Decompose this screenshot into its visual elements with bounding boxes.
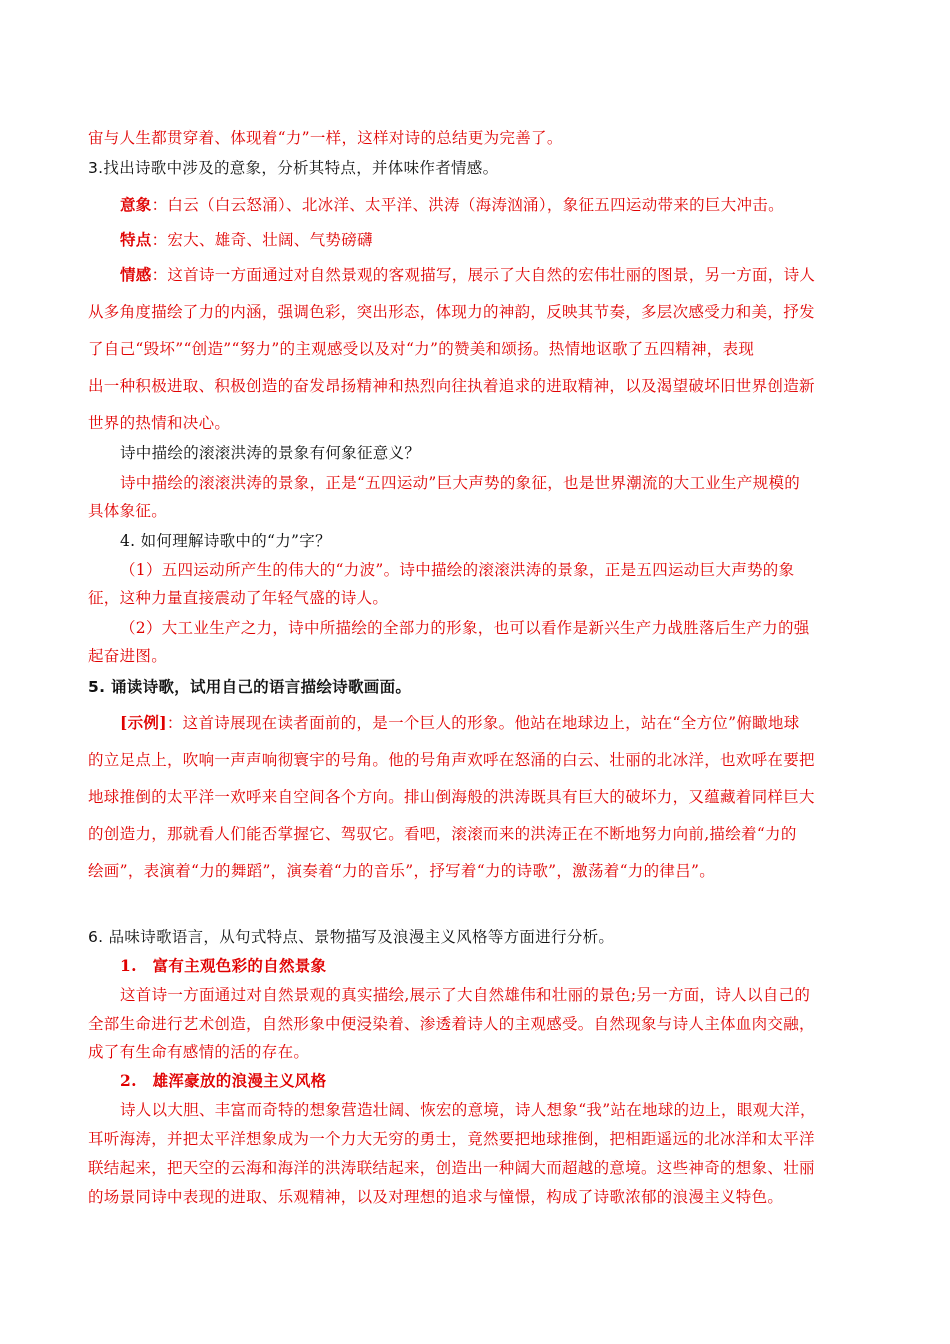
shili-line [120, 711, 800, 733]
tedian-label: 特点 [120, 230, 152, 249]
paragraph-line: 出一种积极进取、积极创造的奋发昂扬精神和热烈向往执着追求的进取精神，以及渴望破坏旧世界创造新 [88, 377, 815, 395]
paragraph-line: 地球推倒的太平洋一欢呼来自空间各个方向。排山倒海般的洪涛既具有巨大的破坏力，又蕴藏着同样巨大 [88, 788, 815, 806]
paragraph-line: 宙与人生都贯穿着、体现着“力”一样，这样对诗的总结更为完善了。 [88, 129, 563, 147]
paragraph-line: 从多角度描绘了力的内涵，强调色彩，突出形态，体现力的神韵，反映其节奏，多层次感受力和美，抒发 [88, 303, 815, 321]
yixiang-text: ：白云（白云怒涌）、北冰洋、太平洋、洪涛（海涛汹涌），象征五四运动带来的巨大冲击。 [151, 196, 784, 214]
subheading-1: 1. 富有主观色彩的自然景象 [120, 956, 327, 975]
question-6: 6. 品味诗歌语言，从句式特点、景物描写及浪漫主义风格等方面进行分析。 [88, 928, 615, 946]
paragraph-line: 征，这种力量直接震动了年轻气盛的诗人。 [88, 589, 389, 607]
qinggan-text: ：这首诗一方面通过对自然景观的客观描写，展示了大自然的宏伟壮丽的图景，另一方面，诗人 [151, 266, 816, 284]
paragraph-line: 了自己“毁坏”“创造”“努力”的主观感受以及对“力”的赞美和颂扬。热情地讴歌了五四精神，表现 [88, 340, 755, 358]
qinggan-line [120, 263, 815, 285]
tedian-text: ：宏大、雄奇、壮阔、气势磅礴 [151, 231, 373, 249]
tedian-line [120, 228, 373, 250]
paragraph-line: 全部生命进行艺术创造，自然形象中便浸染着、渗透着诗人的主观感受。自然现象与诗人主体血肉交融， [88, 1015, 815, 1033]
shili-text: ：这首诗展现在读者面前的，是一个巨人的形象。他站在地球边上，站在“全方位”俯瞰地球 [166, 714, 800, 732]
paragraph-line: 成了有生命有感情的活的存在。 [88, 1043, 310, 1061]
question-3: 3.找出诗歌中涉及的意象，分析其特点，并体味作者情感。 [88, 159, 499, 177]
yixiang-label: 意象 [120, 195, 152, 214]
paragraph-line: 世界的热情和决心。 [88, 414, 231, 432]
paragraph-line: 诗中描绘的滚滚洪涛的景象，正是“五四运动”巨大声势的象征，也是世界潮流的大工业生产规模的 [120, 474, 801, 492]
paragraph-line: （2）大工业生产之力，诗中所描绘的全部力的形象，也可以看作是新兴生产力战胜落后生产力的强 [120, 619, 810, 637]
paragraph-line: 绘画”，表演着“力的舞蹈”，演奏着“力的音乐”，抒写着“力的诗歌”，激荡着“力的律吕”。 [88, 862, 716, 880]
paragraph-line: 耳听海涛，并把太平洋想象成为一个力大无穷的勇士，竟然要把地球推倒，把相距遥远的北冰洋和太平洋 [88, 1130, 815, 1148]
paragraph-line: 起奋进图。 [88, 647, 168, 665]
qinggan-label: 情感 [120, 265, 152, 284]
yixiang-line [120, 193, 784, 215]
shili-label: [示例] [120, 713, 167, 732]
paragraph-line: 具体象征。 [88, 502, 168, 520]
paragraph-line: 诗人以大胆、丰富而奇特的想象营造壮阔、恢宏的意境，诗人想象“我”站在地球的边上，眼观大洋， [120, 1101, 816, 1119]
paragraph-line: 这首诗一方面通过对自然景观的真实描绘,展示了大自然雄伟和壮丽的景色;另一方面，诗人以自己的 [120, 986, 811, 1004]
paragraph-line: 的创造力，那就看人们能否掌握它、驾驭它。看吧，滚滚而来的洪涛正在不断地努力向前,描绘着“力的 [88, 825, 797, 843]
subheading-2: 2. 雄浑豪放的浪漫主义风格 [120, 1071, 327, 1090]
paragraph-line: （1）五四运动所产生的伟大的“力波”。诗中描绘的滚滚洪涛的景象，正是五四运动巨大声势的象 [120, 561, 795, 579]
question-hongtao: 诗中描绘的滚滚洪涛的景象有何象征意义？ [120, 444, 421, 462]
question-4: 4. 如何理解诗歌中的“力”字？ [120, 532, 331, 550]
paragraph-line: 的场景同诗中表现的进取、乐观精神，以及对理想的追求与憧憬，构成了诗歌浓郁的浪漫主义特色。 [88, 1188, 784, 1206]
paragraph-line: 的立足点上，吹响一声声响彻寰宇的号角。他的号角声欢呼在怒涌的白云、壮丽的北冰洋，也欢呼在要把 [88, 751, 815, 769]
question-5: 5. 诵读诗歌，试用自己的语言描绘诗歌画面。 [88, 678, 412, 696]
paragraph-line: 联结起来，把天空的云海和海洋的洪涛联结起来，创造出一种阔大而超越的意境。这些神奇的想象、壮丽 [88, 1159, 815, 1177]
